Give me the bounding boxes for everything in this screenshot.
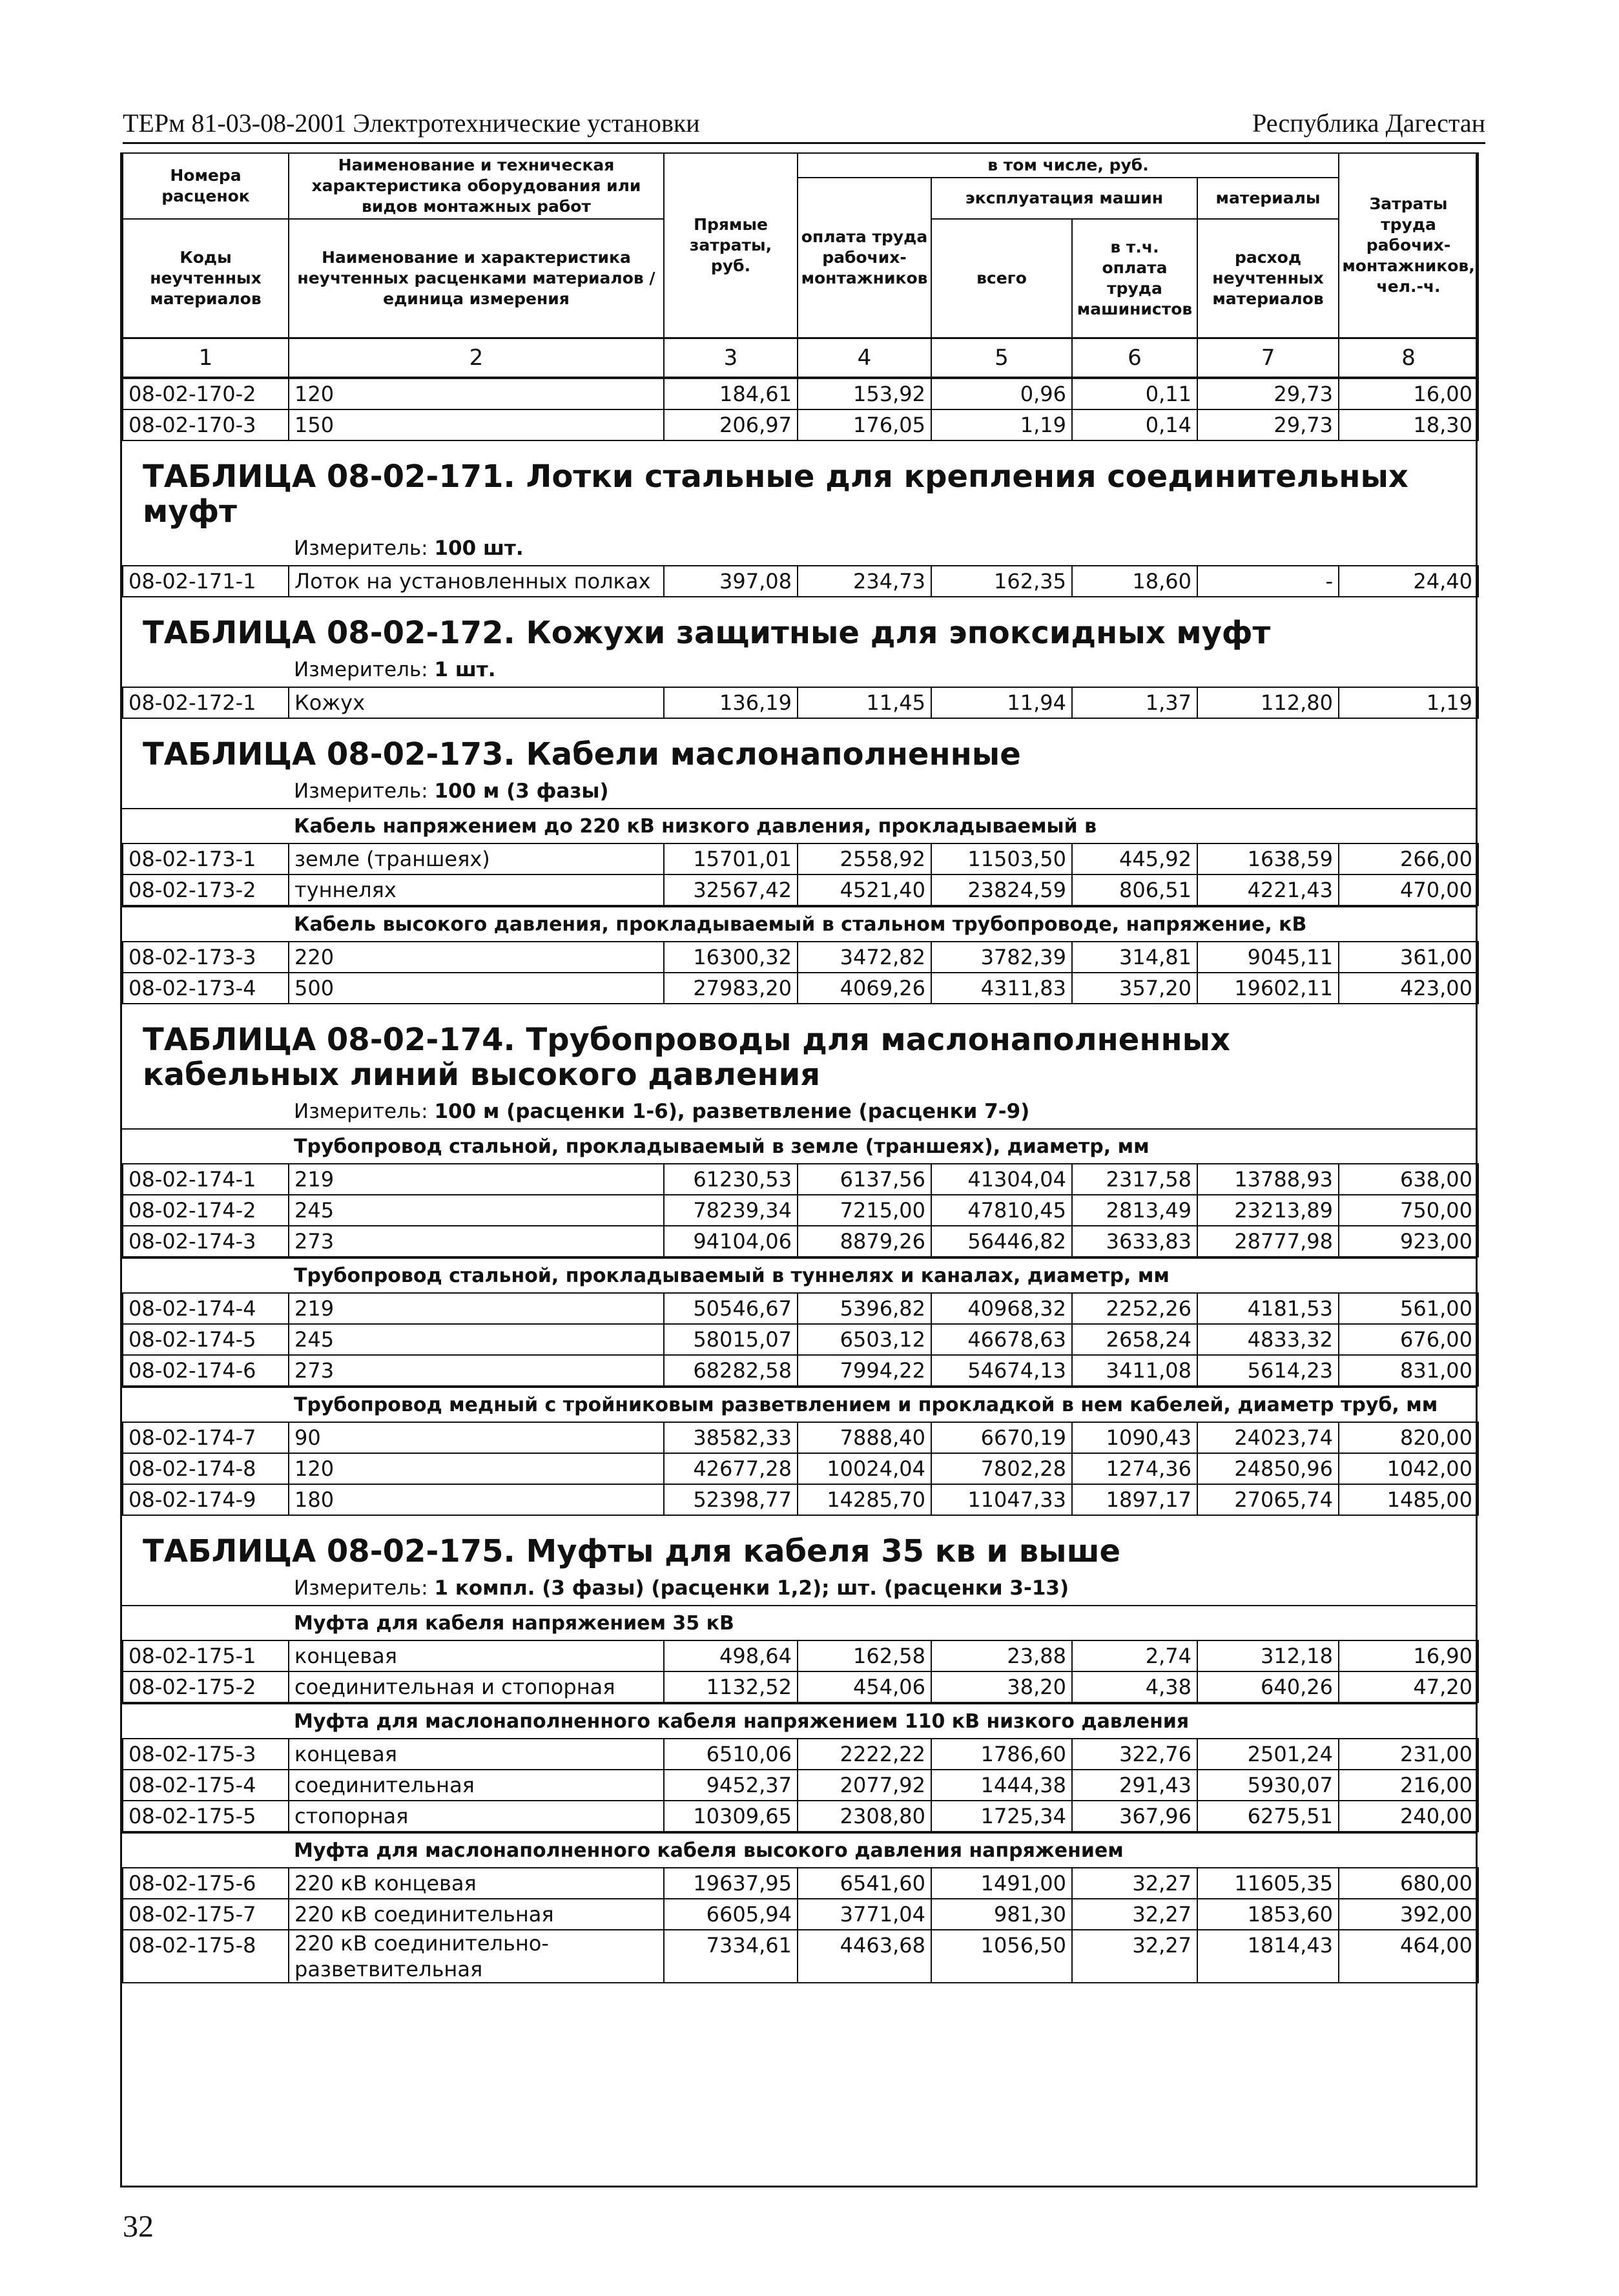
rate-code-cell: 08-02-175-5 <box>123 1801 289 1832</box>
table-row <box>123 1324 1478 1355</box>
value-cell: 8879,26 <box>798 1226 931 1257</box>
rate-code-cell: 08-02-174-5 <box>123 1324 289 1355</box>
description-cell: 220 кВ концевая <box>289 1868 664 1899</box>
table-row <box>123 1355 1478 1386</box>
value-cell: 11,94 <box>931 687 1072 718</box>
rate-code-cell: 08-02-175-8 <box>123 1930 289 1983</box>
value-cell: 7994,22 <box>798 1355 931 1386</box>
measurement-label: Измеритель: <box>294 536 435 560</box>
value-cell: 1,19 <box>1339 687 1478 718</box>
subsection-heading: Трубопровод медный с тройниковым разветвлением и прокладкой в нем кабелей, диаметр труб, мм <box>122 1387 1476 1422</box>
table-row <box>123 566 1478 597</box>
table-row <box>123 1195 1478 1226</box>
rate-code-cell: 08-02-170-3 <box>123 409 289 440</box>
measurement-label: Измеритель: <box>294 657 435 681</box>
value-cell: 2252,26 <box>1072 1293 1197 1324</box>
value-cell: 206,97 <box>664 409 798 440</box>
section-title: ТАБЛИЦА 08-02-173. Кабели маслонаполненные <box>143 736 1021 772</box>
value-cell: 1132,52 <box>664 1671 798 1702</box>
value-cell: 9452,37 <box>664 1770 798 1801</box>
value-cell: 6605,94 <box>664 1899 798 1930</box>
col6-header: в т.ч. оплата труда машинистов <box>1072 219 1197 338</box>
value-cell: 47810,45 <box>931 1195 1072 1226</box>
value-cell: 112,80 <box>1197 687 1339 718</box>
value-cell: 1725,34 <box>931 1801 1072 1832</box>
value-cell: 4311,83 <box>931 973 1072 1004</box>
value-cell: 184,61 <box>664 378 798 409</box>
rate-code-cell: 08-02-170-2 <box>123 378 289 409</box>
value-cell: 15701,01 <box>664 843 798 874</box>
value-cell: 4521,40 <box>798 874 931 905</box>
col-number: 1 <box>123 338 289 377</box>
table-row <box>123 973 1478 1004</box>
value-cell: 4221,43 <box>1197 874 1339 905</box>
table-section <box>122 1516 1476 1983</box>
value-cell: 0,14 <box>1072 409 1197 440</box>
value-cell: 6137,56 <box>798 1164 931 1195</box>
col3-header: Прямые затраты, руб. <box>664 153 798 338</box>
section-title: ТАБЛИЦА 08-02-172. Кожухи защитные для эпоксидных муфт <box>143 614 1271 651</box>
value-cell: 78239,34 <box>664 1195 798 1226</box>
col4-header: оплата труда рабочих-монтажников <box>798 178 931 338</box>
rates-table <box>122 687 1479 719</box>
subsection-heading: Трубопровод стальной, прокладываемый в туннелях и каналах, диаметр, мм <box>122 1257 1476 1292</box>
value-cell: 42677,28 <box>664 1453 798 1484</box>
description-cell: 273 <box>289 1226 664 1257</box>
col-number: 4 <box>798 338 931 377</box>
col-number: 8 <box>1339 338 1478 377</box>
col-number: 7 <box>1197 338 1339 377</box>
value-cell: 6541,60 <box>798 1868 931 1899</box>
value-cell: 1274,36 <box>1072 1453 1197 1484</box>
measurement-label: Измеритель: <box>294 1576 435 1600</box>
value-cell: 16,00 <box>1339 378 1478 409</box>
description-cell: концевая <box>289 1739 664 1770</box>
subsection-heading: Трубопровод стальной, прокладываемый в земле (траншеях), диаметр, мм <box>122 1128 1476 1163</box>
rate-code-cell: 08-02-174-8 <box>123 1453 289 1484</box>
measurement-unit <box>122 533 1476 565</box>
table-section <box>122 1004 1476 1516</box>
col2-bottom-header: Наименование и характеристика неучтенных расценками материалов / единица измерения <box>289 219 664 338</box>
rate-code-cell: 08-02-173-1 <box>123 843 289 874</box>
value-cell: 831,00 <box>1339 1355 1478 1386</box>
rates-table <box>122 1163 1479 1257</box>
value-cell: 4463,68 <box>798 1930 931 1983</box>
value-cell: 1853,60 <box>1197 1899 1339 1930</box>
value-cell: 14285,70 <box>798 1484 931 1515</box>
rate-code-cell: 08-02-175-6 <box>123 1868 289 1899</box>
table-row <box>123 874 1478 905</box>
rate-code-cell: 08-02-175-7 <box>123 1899 289 1930</box>
header-region: Республика Дагестан <box>1252 109 1485 138</box>
rates-table <box>122 1422 1479 1516</box>
rate-code-cell: 08-02-174-9 <box>123 1484 289 1515</box>
value-cell: 312,18 <box>1197 1640 1339 1671</box>
col2-top-header: Наименование и техническая характеристика оборудования или видов монтажных работ <box>289 153 664 219</box>
value-cell: 6275,51 <box>1197 1801 1339 1832</box>
header-title: ТЕРм 81-03-08-2001 Электротехнические установки <box>123 109 700 138</box>
description-cell: Кожух <box>289 687 664 718</box>
value-cell: 6510,06 <box>664 1739 798 1770</box>
value-cell: 1638,59 <box>1197 843 1339 874</box>
value-cell: 454,06 <box>798 1671 931 1702</box>
rates-table <box>122 1738 1479 1832</box>
value-cell: 27065,74 <box>1197 1484 1339 1515</box>
value-cell: 266,00 <box>1339 843 1478 874</box>
value-cell: 1491,00 <box>931 1868 1072 1899</box>
value-cell: 19637,95 <box>664 1868 798 1899</box>
table-row <box>123 1770 1478 1801</box>
rate-code-cell: 08-02-175-2 <box>123 1671 289 1702</box>
value-cell: 1485,00 <box>1339 1484 1478 1515</box>
description-cell: 180 <box>289 1484 664 1515</box>
section-title: ТАБЛИЦА 08-02-174. Трубопроводы для маслонаполненных кабельных линий высокого давления <box>143 1021 1231 1093</box>
value-cell: 18,60 <box>1072 566 1197 597</box>
value-cell: 68282,58 <box>664 1355 798 1386</box>
value-cell: 7215,00 <box>798 1195 931 1226</box>
document-body <box>122 378 1476 1983</box>
value-cell: 2501,24 <box>1197 1739 1339 1770</box>
rates-table <box>122 843 1479 906</box>
value-cell: 52398,77 <box>664 1484 798 1515</box>
value-cell: 10309,65 <box>664 1801 798 1832</box>
table-row <box>123 942 1478 973</box>
value-cell: 29,73 <box>1197 378 1339 409</box>
value-cell: 153,92 <box>798 378 931 409</box>
value-cell: 11047,33 <box>931 1484 1072 1515</box>
rate-code-cell: 08-02-171-1 <box>123 566 289 597</box>
rates-table <box>122 941 1479 1004</box>
rate-code-cell: 08-02-175-3 <box>123 1739 289 1770</box>
rate-code-cell: 08-02-175-1 <box>123 1640 289 1671</box>
col5-header: всего <box>931 219 1072 338</box>
value-cell: 32,27 <box>1072 1868 1197 1899</box>
materials-header: материалы <box>1197 178 1339 219</box>
col8-header: Затраты труда рабочих-монтажников, чел.-ч. <box>1339 153 1478 338</box>
value-cell: 24,40 <box>1339 566 1478 597</box>
value-cell: 56446,82 <box>931 1226 1072 1257</box>
value-cell: 29,73 <box>1197 409 1339 440</box>
value-cell: 5614,23 <box>1197 1355 1339 1386</box>
value-cell: 58015,07 <box>664 1324 798 1355</box>
value-cell: 322,76 <box>1072 1739 1197 1770</box>
value-cell: 27983,20 <box>664 973 798 1004</box>
rate-code-cell: 08-02-173-4 <box>123 973 289 1004</box>
value-cell: 498,64 <box>664 1640 798 1671</box>
value-cell: 2658,24 <box>1072 1324 1197 1355</box>
table-section <box>122 719 1476 1004</box>
value-cell: 1897,17 <box>1072 1484 1197 1515</box>
value-cell: 3411,08 <box>1072 1355 1197 1386</box>
col7-header: расход неучтенных материалов <box>1197 219 1339 338</box>
value-cell: 1786,60 <box>931 1739 1072 1770</box>
value-cell: 11,45 <box>798 687 931 718</box>
description-cell: 150 <box>289 409 664 440</box>
table-section <box>122 441 1476 597</box>
subsection-heading: Муфта для маслонаполненного кабеля высокого давления напряжением <box>122 1832 1476 1867</box>
table-row <box>123 1453 1478 1484</box>
value-cell: 11503,50 <box>931 843 1072 874</box>
machines-header: эксплуатация машин <box>931 178 1197 219</box>
rates-table <box>122 1640 1479 1703</box>
rates-table <box>122 565 1479 597</box>
value-cell: 2308,80 <box>798 1801 931 1832</box>
value-cell: 4181,53 <box>1197 1293 1339 1324</box>
value-cell: 470,00 <box>1339 874 1478 905</box>
value-cell: 54674,13 <box>931 1355 1072 1386</box>
value-cell: 24023,74 <box>1197 1422 1339 1453</box>
value-cell: 2222,22 <box>798 1739 931 1770</box>
value-cell: 136,19 <box>664 687 798 718</box>
value-cell: 32,27 <box>1072 1930 1197 1983</box>
value-cell: 361,00 <box>1339 942 1478 973</box>
value-cell: 7334,61 <box>664 1930 798 1983</box>
table-row <box>123 1930 1478 1983</box>
value-cell: 16300,32 <box>664 942 798 973</box>
rate-code-cell: 08-02-174-2 <box>123 1195 289 1226</box>
rate-code-cell: 08-02-174-3 <box>123 1226 289 1257</box>
description-cell: 245 <box>289 1324 664 1355</box>
value-cell: 392,00 <box>1339 1899 1478 1930</box>
value-cell: 357,20 <box>1072 973 1197 1004</box>
table-row <box>123 1484 1478 1515</box>
value-cell: 2558,92 <box>798 843 931 874</box>
table-row <box>123 687 1478 718</box>
description-cell: соединительная и стопорная <box>289 1671 664 1702</box>
subsection-heading: Кабель напряжением до 220 кВ низкого давления, прокладываемый в <box>122 808 1476 843</box>
value-cell: 3633,83 <box>1072 1226 1197 1257</box>
value-cell: 314,81 <box>1072 942 1197 973</box>
measurement-value: 100 шт. <box>434 536 524 560</box>
table-row <box>123 1422 1478 1453</box>
value-cell: 3472,82 <box>798 942 931 973</box>
measurement-label: Измеритель: <box>294 779 435 803</box>
value-cell: 1814,43 <box>1197 1930 1339 1983</box>
value-cell: 640,26 <box>1197 1671 1339 1702</box>
value-cell: 47,20 <box>1339 1671 1478 1702</box>
description-cell: 220 кВ соединительно-разветвительная <box>289 1930 664 1983</box>
value-cell: 7888,40 <box>798 1422 931 1453</box>
col1-top-header: Номера расценок <box>123 153 289 219</box>
description-cell: концевая <box>289 1640 664 1671</box>
measurement-unit <box>122 776 1476 808</box>
measurement-value: 100 м (3 фазы) <box>434 779 609 803</box>
value-cell: 3771,04 <box>798 1899 931 1930</box>
subsection-heading: Муфта для кабеля напряжением 35 кВ <box>122 1605 1476 1640</box>
table-row <box>123 1293 1478 1324</box>
column-header-table <box>122 152 1479 378</box>
value-cell: 2317,58 <box>1072 1164 1197 1195</box>
table-row <box>123 1739 1478 1770</box>
running-header <box>123 103 1485 144</box>
value-cell: 638,00 <box>1339 1164 1478 1195</box>
value-cell: 6670,19 <box>931 1422 1072 1453</box>
section-title: ТАБЛИЦА 08-02-175. Муфты для кабеля 35 кв и выше <box>143 1533 1121 1569</box>
description-cell: 245 <box>289 1195 664 1226</box>
value-cell: 680,00 <box>1339 1868 1478 1899</box>
table-row <box>123 1671 1478 1702</box>
value-cell: 1,19 <box>931 409 1072 440</box>
rate-code-cell: 08-02-172-1 <box>123 687 289 718</box>
value-cell: 2813,49 <box>1072 1195 1197 1226</box>
subsection-heading: Кабель высокого давления, прокладываемый в стальном трубопроводе, напряжение, кВ <box>122 906 1476 941</box>
value-cell: 19602,11 <box>1197 973 1339 1004</box>
value-cell: 41304,04 <box>931 1164 1072 1195</box>
rate-code-cell: 08-02-174-1 <box>123 1164 289 1195</box>
subsection-heading: Муфта для маслонаполненного кабеля напряжением 110 кВ низкого давления <box>122 1703 1476 1738</box>
measurement-label: Измеритель: <box>294 1099 435 1123</box>
value-cell: 3782,39 <box>931 942 1072 973</box>
table-row <box>123 409 1478 440</box>
rates-table <box>122 378 1479 441</box>
value-cell: 6503,12 <box>798 1324 931 1355</box>
rate-code-cell: 08-02-174-7 <box>123 1422 289 1453</box>
value-cell: 23824,59 <box>931 874 1072 905</box>
value-cell: 2,74 <box>1072 1640 1197 1671</box>
value-cell: 231,00 <box>1339 1739 1478 1770</box>
description-cell: 219 <box>289 1164 664 1195</box>
incl-header: в том числе, руб. <box>798 153 1339 178</box>
value-cell: 50546,67 <box>664 1293 798 1324</box>
content-frame <box>120 152 1478 2187</box>
rate-code-cell: 08-02-174-4 <box>123 1293 289 1324</box>
rate-code-cell: 08-02-175-4 <box>123 1770 289 1801</box>
value-cell: 1056,50 <box>931 1930 1072 1983</box>
measurement-value: 1 шт. <box>434 657 496 681</box>
value-cell: 1,37 <box>1072 687 1197 718</box>
value-cell: 1444,38 <box>931 1770 1072 1801</box>
section-title: ТАБЛИЦА 08-02-171. Лотки стальные для крепления соединительных муфт <box>143 458 1408 530</box>
value-cell: 176,05 <box>798 409 931 440</box>
description-cell: 120 <box>289 1453 664 1484</box>
table-row <box>123 843 1478 874</box>
value-cell: 981,30 <box>931 1899 1072 1930</box>
value-cell: 561,00 <box>1339 1293 1478 1324</box>
value-cell: 750,00 <box>1339 1195 1478 1226</box>
value-cell: 445,92 <box>1072 843 1197 874</box>
value-cell: 9045,11 <box>1197 942 1339 973</box>
value-cell: 676,00 <box>1339 1324 1478 1355</box>
value-cell: 94104,06 <box>664 1226 798 1257</box>
description-cell: туннелях <box>289 874 664 905</box>
value-cell: 820,00 <box>1339 1422 1478 1453</box>
value-cell: 23213,89 <box>1197 1195 1339 1226</box>
value-cell: 162,35 <box>931 566 1072 597</box>
value-cell: 234,73 <box>798 566 931 597</box>
rates-table <box>122 1867 1479 1983</box>
description-cell: 220 <box>289 942 664 973</box>
table-row <box>123 1226 1478 1257</box>
col-number: 3 <box>664 338 798 377</box>
table-row <box>123 1801 1478 1832</box>
description-cell: 219 <box>289 1293 664 1324</box>
description-cell: 120 <box>289 378 664 409</box>
rate-code-cell: 08-02-173-3 <box>123 942 289 973</box>
description-cell: 273 <box>289 1355 664 1386</box>
measurement-unit <box>122 1096 1476 1128</box>
value-cell: 806,51 <box>1072 874 1197 905</box>
value-cell: 46678,63 <box>931 1324 1072 1355</box>
description-cell: 90 <box>289 1422 664 1453</box>
value-cell: 2077,92 <box>798 1770 931 1801</box>
value-cell: - <box>1197 566 1339 597</box>
page-number: 32 <box>123 2209 154 2244</box>
measurement-unit <box>122 1573 1476 1605</box>
measurement-value: 1 компл. (3 фазы) (расценки 1,2); шт. (расценки 3-13) <box>434 1576 1069 1600</box>
value-cell: 16,90 <box>1339 1640 1478 1671</box>
table-row <box>123 1640 1478 1671</box>
value-cell: 40968,32 <box>931 1293 1072 1324</box>
value-cell: 11605,35 <box>1197 1868 1339 1899</box>
value-cell: 0,11 <box>1072 378 1197 409</box>
description-cell: соединительная <box>289 1770 664 1801</box>
value-cell: 423,00 <box>1339 973 1478 1004</box>
value-cell: 1090,43 <box>1072 1422 1197 1453</box>
description-cell: 500 <box>289 973 664 1004</box>
value-cell: 0,96 <box>931 378 1072 409</box>
value-cell: 5396,82 <box>798 1293 931 1324</box>
rates-table <box>122 1292 1479 1387</box>
value-cell: 4833,32 <box>1197 1324 1339 1355</box>
value-cell: 1042,00 <box>1339 1453 1478 1484</box>
value-cell: 13788,93 <box>1197 1164 1339 1195</box>
value-cell: 216,00 <box>1339 1770 1478 1801</box>
table-row <box>123 1164 1478 1195</box>
value-cell: 240,00 <box>1339 1801 1478 1832</box>
value-cell: 4069,26 <box>798 973 931 1004</box>
rate-code-cell: 08-02-173-2 <box>123 874 289 905</box>
value-cell: 61230,53 <box>664 1164 798 1195</box>
value-cell: 38582,33 <box>664 1422 798 1453</box>
value-cell: 923,00 <box>1339 1226 1478 1257</box>
value-cell: 162,58 <box>798 1640 931 1671</box>
description-cell: стопорная <box>289 1801 664 1832</box>
table-section <box>122 597 1476 719</box>
value-cell: 28777,98 <box>1197 1226 1339 1257</box>
table-row <box>123 378 1478 409</box>
description-cell: 220 кВ соединительная <box>289 1899 664 1930</box>
value-cell: 4,38 <box>1072 1671 1197 1702</box>
measurement-value: 100 м (расценки 1-6), разветвление (расценки 7-9) <box>434 1099 1030 1123</box>
value-cell: 5930,07 <box>1197 1770 1339 1801</box>
value-cell: 291,43 <box>1072 1770 1197 1801</box>
table-row <box>123 1868 1478 1899</box>
value-cell: 367,96 <box>1072 1801 1197 1832</box>
value-cell: 7802,28 <box>931 1453 1072 1484</box>
col-number: 5 <box>931 338 1072 377</box>
value-cell: 23,88 <box>931 1640 1072 1671</box>
measurement-unit <box>122 654 1476 687</box>
value-cell: 18,30 <box>1339 409 1478 440</box>
description-cell: Лоток на установленных полках <box>289 566 664 597</box>
description-cell: земле (траншеях) <box>289 843 664 874</box>
value-cell: 38,20 <box>931 1671 1072 1702</box>
value-cell: 32,27 <box>1072 1899 1197 1930</box>
table-row <box>123 1899 1478 1930</box>
col1-bottom-header: Коды неучтенных материалов <box>123 219 289 338</box>
value-cell: 24850,96 <box>1197 1453 1339 1484</box>
value-cell: 10024,04 <box>798 1453 931 1484</box>
col-number: 2 <box>289 338 664 377</box>
value-cell: 32567,42 <box>664 874 798 905</box>
rate-code-cell: 08-02-174-6 <box>123 1355 289 1386</box>
value-cell: 397,08 <box>664 566 798 597</box>
value-cell: 464,00 <box>1339 1930 1478 1983</box>
col-number: 6 <box>1072 338 1197 377</box>
